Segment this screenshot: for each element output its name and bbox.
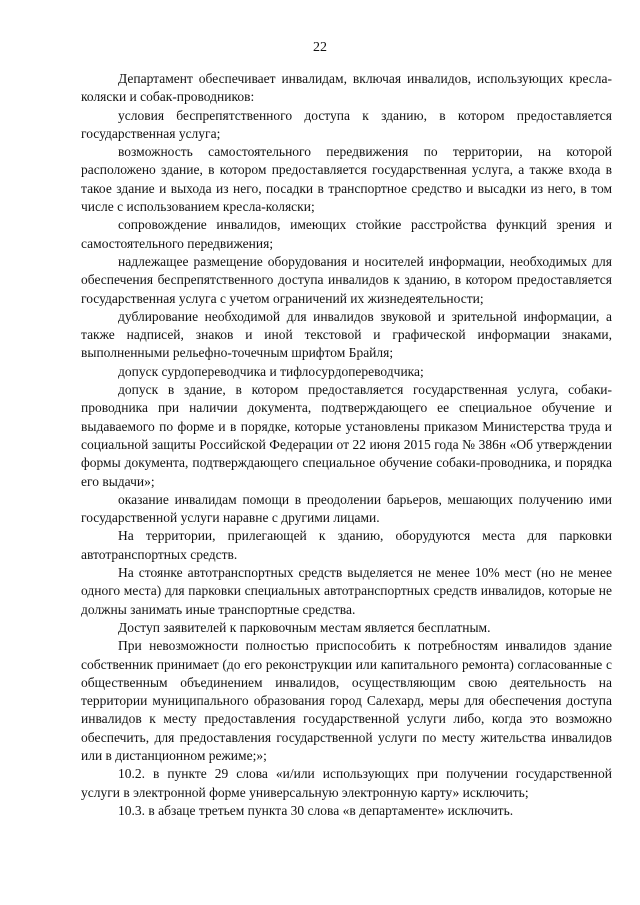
paragraph-parking-quota: На стоянке автотранспортных средств выделяется не менее 10% мест (но не менее одного места) для парковки специальных автотранспортных средств инвалидов, которые не должны занимать иные транспортные средства. bbox=[81, 565, 612, 617]
paragraph-escort: сопровождение инвалидов, имеющих стойкие расстройства функций зрения и самостоятельного передвижения; bbox=[81, 217, 612, 251]
paragraph-guide-dog: допуск в здание, в котором предоставляется государственная услуга, собаки-проводника при наличии документа, подтверждающего ее специальное обучение и выдаваемого по форме и в порядке, которые установлены приказом Министерства труда и социальной защиты Российской Федерации от 22 июня 2015 года № 386н «Об утверждении формы документа, подтверждающего специальное обучение собаки-проводника, и порядка его выдачи»; bbox=[81, 382, 612, 489]
paragraph-equipment: надлежащее размещение оборудования и носителей информации, необходимых для обеспечения беспрепятственного доступа инвалидов к зданию, в котором предоставляется государственная услуга с учетом ограничений их жизнедеятельности; bbox=[81, 253, 612, 306]
document-body bbox=[81, 70, 612, 820]
paragraph-parking-free: Доступ заявителей к парковочным местам является бесплатным. bbox=[118, 619, 491, 635]
paragraph-item-10-3: 10.3. в абзаце третьем пункта 30 слова «в департаменте» исключить. bbox=[118, 802, 514, 818]
paragraph-parking-area: На территории, прилегающей к зданию, оборудуются места для парковки автотранспортных средств. bbox=[81, 528, 612, 562]
page-number: 22 bbox=[313, 40, 327, 55]
paragraph-interpreter: допуск сурдопереводчика и тифлосурдопереводчика; bbox=[118, 363, 424, 379]
paragraph-assistance: оказание инвалидам помощи в преодолении барьеров, мешающих получению ими государственной услуги наравне с другими лицами. bbox=[81, 491, 612, 526]
paragraph-movement: возможность самостоятельного передвижения по территории, на которой расположено здание, в котором предоставляется государственная услуга, а также входа в такое здание и выхода из него, посадки в транспортное средство и высадки из него, в том числе с использованием кресла-коляски; bbox=[81, 144, 612, 215]
paragraph-access-conditions: условия беспрепятственного доступа к зданию, в котором предоставляется государственная услуга; bbox=[81, 107, 612, 141]
paragraph-item-10-2: 10.2. в пункте 29 слова «и/или использующих при получении государственной услуги в электронной форме универсальную электронную карту» исключить; bbox=[81, 766, 612, 800]
paragraph-duplication: дублирование необходимой для инвалидов звуковой и зрительной информации, а также надписей, знаков и иной текстовой и графической информации знаками, выполненными рельефно-точечным шрифтом Брайля; bbox=[81, 308, 612, 361]
paragraph-intro: Департамент обеспечивает инвалидам, включая инвалидов, использующих кресла-коляски и собак-проводников: bbox=[81, 71, 612, 105]
paragraph-adaptation: При невозможности полностью приспособить к потребностям инвалидов здание собственник принимает (до его реконструкции или капитального ремонта) согласованные с общественным объединением инвалидов, осуществляющим свою деятельность на территории муниципального образования город Салехард, меры для обеспечения доступа инвалидов к месту предоставления государственной услуги либо, когда это возможно обеспечить, для предоставления государственной услуги по месту жительства инвалидов или в дистанционном режиме;»; bbox=[81, 638, 612, 763]
